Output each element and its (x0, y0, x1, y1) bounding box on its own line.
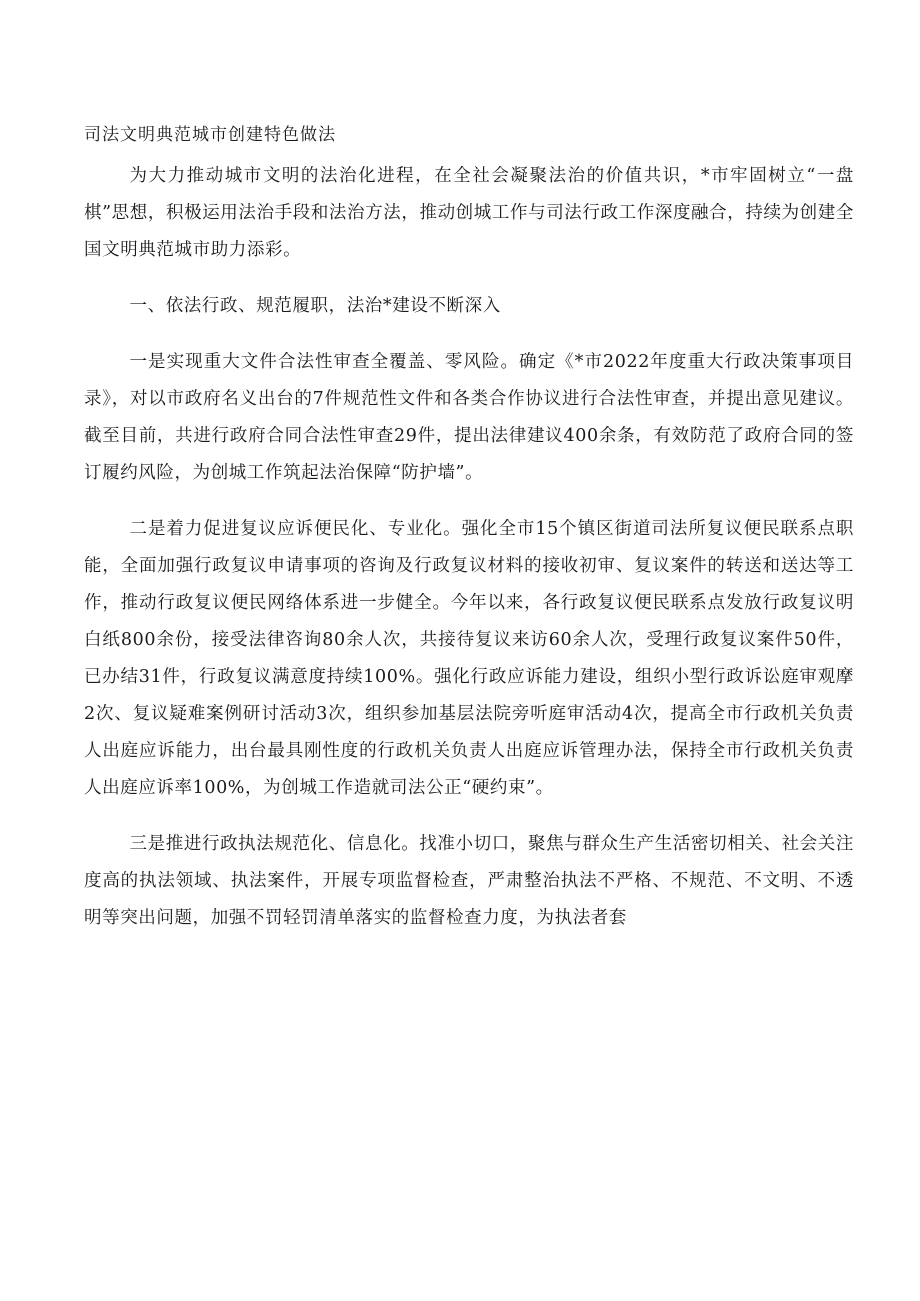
paragraph-1: 一是实现重大文件合法性审查全覆盖、零风险。确定《*市2022年度重大行政决策事项目录》，对以市政府名义出台的7件规范性文件和各类合作协议进行合法性审查，并提出意见建议。截至目前，共进行政府合同合法性审查29件，提出法律建议400余条，有效防范了政府合同的签订履约风险，为创城工作筑起法治保障“防护墙”。 (84, 352, 854, 483)
section-heading-1: 一、依法行政、规范履职，法治*建设不断深入 (129, 296, 501, 316)
paragraph-3: 三是推进行政执法规范化、信息化。找准小切口，聚焦与群众生产生活密切相关、社会关注度高的执法领域、执法案件，开展专项监督检查，严肃整治执法不严格、不规范、不文明、不透明等突出问题，加强不罚轻罚清单落实的监督检查力度，为执法者套 (84, 834, 854, 928)
paragraph-2: 二是着力促进复议应诉便民化、专业化。强化全市15个镇区街道司法所复议便民联系点职能，全面加强行政复议申请事项的咨询及行政复议材料的接收初审、复议案件的转送和送达等工作，推动行政复议便民网络体系进一步健全。今年以来，各行政复议便民联系点发放行政复议明白纸800余份，接受法律咨询80余人次，共接待复议来访60余人次，受理行政复议案件50件，已办结31件，行政复议满意度持续100%。强化行政应诉能力建设，组织小型行政诉讼庭审观摩2次、复议疑难案例研讨活动3次，组织参加基层法院旁听庭审活动4次，提高全市行政机关负责人出庭应诉能力，出台最具刚性度的行政机关负责人出庭应诉管理办法，保持全市行政机关负责人出庭应诉率100%，为创城工作造就司法公正“硬约束”。 (84, 519, 854, 798)
document-title: 司法文明典范城市创建特色做法 (84, 125, 336, 145)
intro-paragraph: 为大力推动城市文明的法治化进程，在全社会凝聚法治的价值共识，*市牢固树立“一盘棋”思想，积极运用法治手段和法治方法，推动创城工作与司法行政工作深度融合，持续为创建全国文明典范城市助力添彩。 (84, 166, 854, 260)
document-page (84, 119, 854, 956)
